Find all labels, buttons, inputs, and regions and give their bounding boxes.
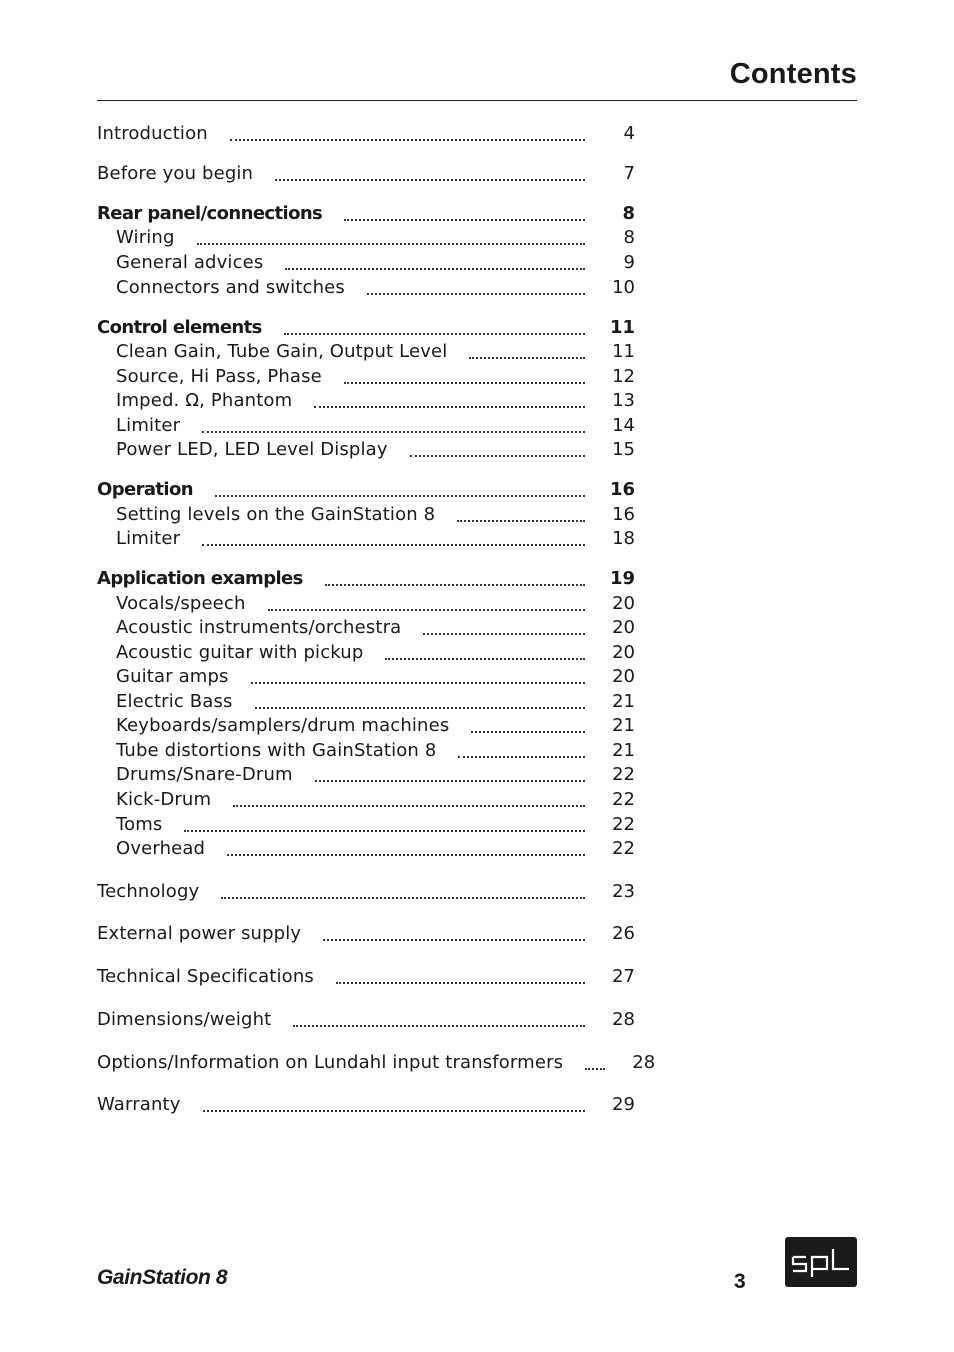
toc-dot-leader xyxy=(227,854,585,856)
toc-dot-leader xyxy=(284,333,585,335)
toc-entry xyxy=(116,275,635,299)
toc-dot-leader xyxy=(469,357,585,359)
toc-entry-label: Operation xyxy=(97,479,193,500)
toc-entry xyxy=(116,388,635,412)
toc-entry-page: 21 xyxy=(612,691,635,712)
toc-entry xyxy=(97,161,635,185)
toc-entry xyxy=(97,964,635,988)
toc-dot-leader xyxy=(458,756,585,758)
toc-entry xyxy=(116,526,635,550)
toc-entry xyxy=(97,1092,635,1116)
toc-entry-page: 20 xyxy=(612,593,635,614)
toc-entry-label: Imped. Ω, Phantom xyxy=(116,390,293,411)
toc-entry-label: Before you begin xyxy=(97,163,254,184)
toc-entry-label: Clean Gain, Tube Gain, Output Level xyxy=(116,341,448,362)
toc-dot-leader xyxy=(221,897,585,899)
toc-entry-label: Limiter xyxy=(116,415,181,436)
toc-dot-leader xyxy=(285,268,585,270)
toc-dot-leader xyxy=(315,780,585,782)
toc-entry-page: 29 xyxy=(612,1094,635,1115)
toc-entry-label: Setting levels on the GainStation 8 xyxy=(116,504,436,525)
toc-entry-page: 20 xyxy=(612,617,635,638)
toc-entry-label: Guitar amps xyxy=(116,666,229,687)
toc-entry xyxy=(116,836,635,860)
toc-entry xyxy=(97,879,635,903)
footer-page-number: 3 xyxy=(734,1270,746,1293)
toc-entry xyxy=(116,615,635,639)
toc-entry xyxy=(97,1007,635,1031)
toc-entry xyxy=(97,566,635,590)
toc-entry-label: Application examples xyxy=(97,568,303,589)
toc-entry xyxy=(116,640,635,664)
toc-dot-leader xyxy=(367,293,585,295)
toc-entry xyxy=(116,250,635,274)
toc-entry-page: 26 xyxy=(612,923,635,944)
toc-entry-label: Introduction xyxy=(97,123,208,144)
toc-entry-page: 11 xyxy=(609,317,635,338)
toc-dot-leader xyxy=(344,219,585,221)
footer-product-name: GainStation 8 xyxy=(97,1266,228,1289)
toc-entry xyxy=(116,591,635,615)
toc-entry xyxy=(97,921,635,945)
toc-entry-label: Toms xyxy=(116,814,163,835)
toc-entry xyxy=(116,738,635,762)
toc-entry-page: 28 xyxy=(612,1009,635,1030)
toc-entry xyxy=(116,664,635,688)
toc-entry-page: 22 xyxy=(612,764,635,785)
toc-entry xyxy=(116,413,635,437)
spl-logo-icon xyxy=(785,1237,857,1287)
toc-dot-leader xyxy=(184,830,585,832)
toc-entry xyxy=(116,713,635,737)
spl-logo xyxy=(785,1237,857,1287)
toc-dot-leader xyxy=(202,544,585,546)
toc-dot-leader xyxy=(314,406,585,408)
toc-dot-leader xyxy=(230,139,585,141)
toc-entry-label: Kick-Drum xyxy=(116,789,212,810)
toc-dot-leader xyxy=(457,520,585,522)
toc-entry-label: Dimensions/weight xyxy=(97,1009,272,1030)
toc-entry-label: Warranty xyxy=(97,1094,181,1115)
toc-entry-page: 22 xyxy=(612,814,635,835)
toc-dot-leader xyxy=(215,495,585,497)
toc-entry-page: 4 xyxy=(623,123,635,144)
toc-entry-label: Vocals/speech xyxy=(116,593,246,614)
toc-entry-page: 21 xyxy=(612,740,635,761)
toc-entry xyxy=(97,201,635,225)
toc-dot-leader xyxy=(293,1025,585,1027)
toc-dot-leader xyxy=(255,707,585,709)
toc-entry xyxy=(97,121,635,145)
toc-dot-leader xyxy=(203,1110,585,1112)
toc-entry-page: 15 xyxy=(612,439,635,460)
toc-entry xyxy=(116,339,635,363)
toc-entry-page: 12 xyxy=(612,366,635,387)
toc-entry-label: Overhead xyxy=(116,838,206,859)
toc-entry-page: 7 xyxy=(623,163,635,184)
toc-dot-leader xyxy=(471,731,585,733)
toc-entry xyxy=(97,315,635,339)
toc-entry xyxy=(116,364,635,388)
toc-entry-page: 16 xyxy=(612,504,635,525)
toc-dot-leader xyxy=(410,455,585,457)
toc-dot-leader xyxy=(344,382,585,384)
toc-entry-page: 11 xyxy=(612,341,635,362)
toc-entry-label: Source, Hi Pass, Phase xyxy=(116,366,322,387)
toc-entry xyxy=(97,477,635,501)
toc-entry xyxy=(116,787,635,811)
toc-entry-page: 13 xyxy=(612,390,635,411)
toc-entry-page: 22 xyxy=(612,838,635,859)
toc-entry-page: 23 xyxy=(612,881,635,902)
toc-entry-label: Electric Bass xyxy=(116,691,233,712)
toc-entry-page: 8 xyxy=(622,203,635,224)
toc-dot-leader xyxy=(202,431,585,433)
toc-entry-page: 8 xyxy=(623,227,635,248)
toc-entry-page: 19 xyxy=(609,568,635,589)
toc-entry-label: Wiring xyxy=(116,227,175,248)
toc-entry-label: Rear panel/connections xyxy=(97,203,323,224)
toc-entry-label: Connectors and switches xyxy=(116,277,345,298)
toc-entry-page: 9 xyxy=(623,252,635,273)
toc-dot-leader xyxy=(385,658,585,660)
toc-entry-label: Options/Information on Lundahl input transformers xyxy=(97,1052,564,1073)
toc-entry-page: 14 xyxy=(612,415,635,436)
toc-entry-label: Keyboards/samplers/drum machines xyxy=(116,715,450,736)
toc-entry-label: Limiter xyxy=(116,528,181,549)
toc-entry xyxy=(116,689,635,713)
toc-dot-leader xyxy=(197,243,585,245)
toc-entry xyxy=(116,502,635,526)
page-title: Contents xyxy=(729,58,857,90)
toc-entry-page: 28 xyxy=(632,1052,656,1073)
toc-dot-leader xyxy=(585,1068,605,1070)
toc-entry xyxy=(116,812,635,836)
toc-entry-label: Control elements xyxy=(97,317,262,338)
toc-entry-page: 22 xyxy=(612,789,635,810)
toc-entry-label: Acoustic instruments/orchestra xyxy=(116,617,402,638)
toc-entry-label: Drums/Snare-Drum xyxy=(116,764,293,785)
toc-entry-label: Acoustic guitar with pickup xyxy=(116,642,364,663)
toc-entry xyxy=(116,437,635,461)
toc-dot-leader xyxy=(323,939,585,941)
toc-dot-leader xyxy=(275,179,585,181)
toc-entry-page: 20 xyxy=(612,642,635,663)
toc-entry-label: General advices xyxy=(116,252,264,273)
toc-entry xyxy=(116,225,635,249)
toc-entry xyxy=(116,762,635,786)
toc-entry-page: 10 xyxy=(612,277,635,298)
toc-entry-label: External power supply xyxy=(97,923,302,944)
toc-dot-leader xyxy=(423,633,585,635)
toc-entry-page: 21 xyxy=(612,715,635,736)
toc-entry-label: Technical Specifications xyxy=(97,966,314,987)
toc-entry-page: 20 xyxy=(612,666,635,687)
toc-entry-page: 18 xyxy=(612,528,635,549)
toc-dot-leader xyxy=(268,609,585,611)
toc-dot-leader xyxy=(233,805,585,807)
toc-entry-label: Power LED, LED Level Display xyxy=(116,439,388,460)
toc-entry-label: Technology xyxy=(97,881,200,902)
toc-entry xyxy=(97,1050,656,1074)
toc-entry-label: Tube distortions with GainStation 8 xyxy=(116,740,437,761)
toc-dot-leader xyxy=(336,982,585,984)
toc-entry-page: 27 xyxy=(612,966,635,987)
toc-entry-page: 16 xyxy=(609,479,635,500)
toc-dot-leader xyxy=(251,682,585,684)
toc-dot-leader xyxy=(325,584,585,586)
